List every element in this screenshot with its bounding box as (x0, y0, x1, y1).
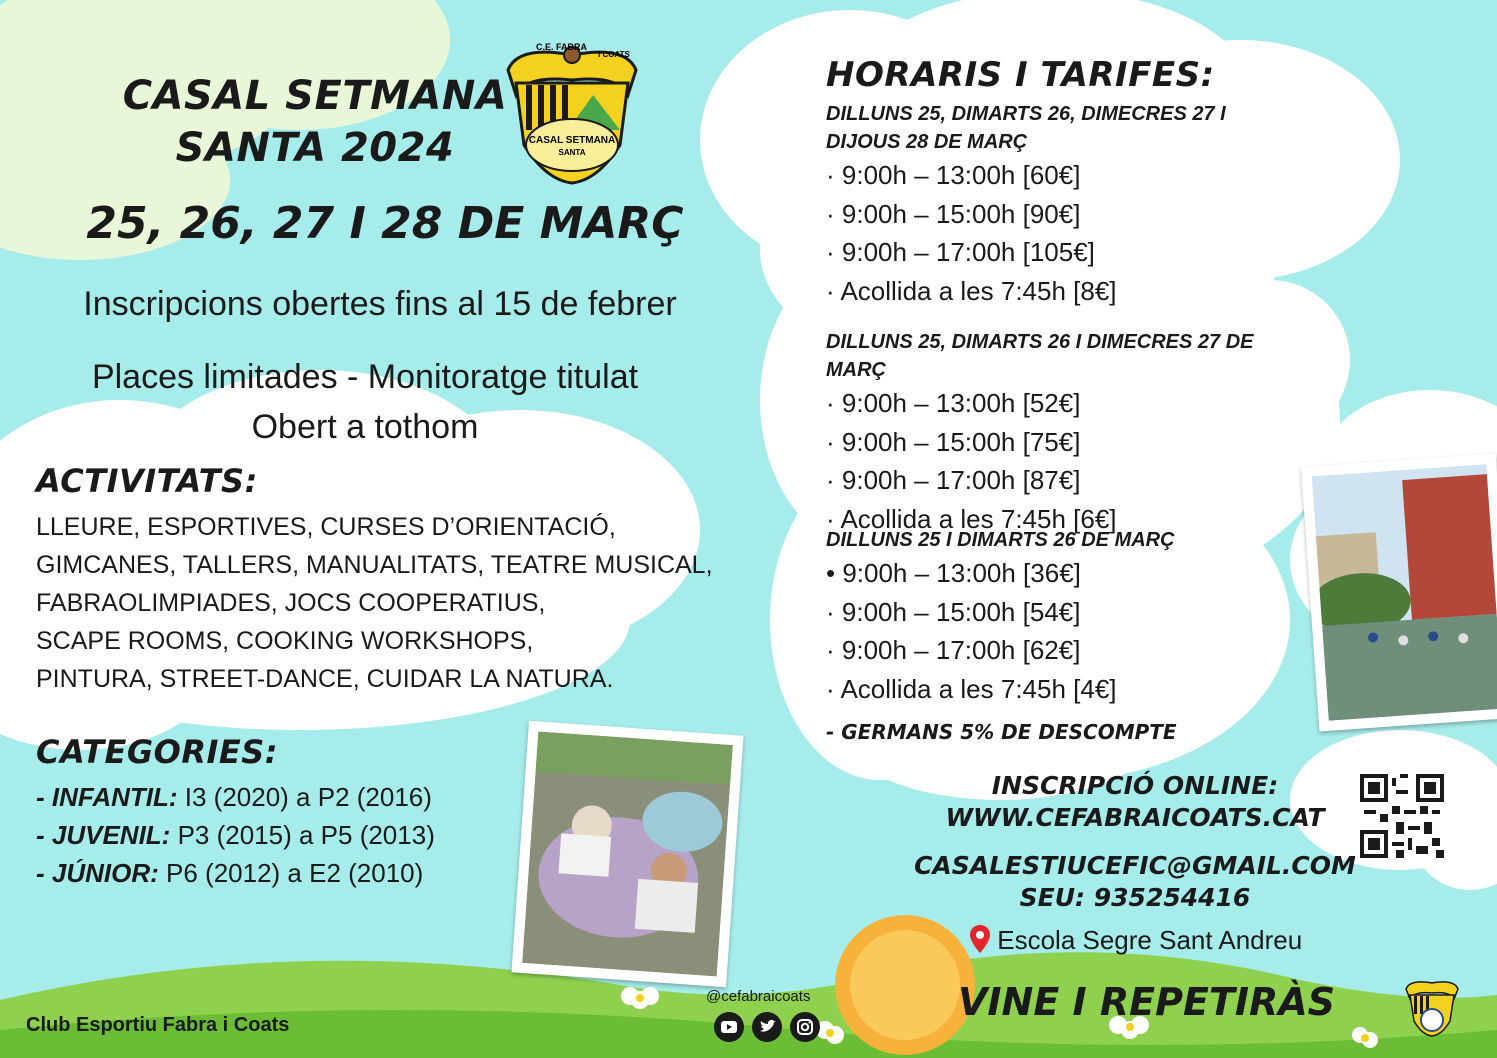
event-title (120, 70, 510, 174)
photo-playground (1301, 454, 1497, 732)
activities-line: FABRAOLIMPIADES, JOCS COOPERATIUS, (36, 589, 546, 617)
schedule-row: · 9:00h – 15:00h [90€] (826, 198, 1081, 229)
youtube-icon[interactable] (714, 1012, 744, 1042)
map-pin-icon (970, 925, 990, 953)
crest-text-top-left: C.E. FABRA (536, 42, 588, 52)
sun-illustration (835, 915, 975, 1055)
activities-line: SCAPE ROOMS, COOKING WORKSHOPS, (36, 627, 534, 655)
schedule-row: · 9:00h – 13:00h [52€] (826, 388, 1081, 418)
club-crest-logo (498, 35, 646, 185)
categories-heading: CATEGORIES: (36, 733, 279, 771)
schedule-days: DILLUNS 25 I DIMARTS 26 DE MARÇ (826, 529, 1175, 551)
activities-line: PINTURA, STREET-DANCE, CUIDAR LA NATURA. (36, 665, 614, 693)
categories-list (36, 778, 435, 892)
category-label: - INFANTIL: (36, 782, 178, 812)
schedule-row: · 9:00h – 15:00h [75€] (826, 426, 1081, 457)
category-label: - JÚNIOR: (36, 858, 159, 888)
places-line-2: Obert a tothom (251, 408, 479, 446)
schedule-row: · Acollida a les 7:45h [4€] (826, 673, 1117, 704)
category-range: P6 (2012) a E2 (2010) (166, 858, 424, 888)
schedule-row: · Acollida a les 7:45h [8€] (826, 275, 1117, 306)
event-dates: 25, 26, 27 I 28 DE MARÇ (86, 198, 684, 249)
category-item (36, 854, 435, 892)
schedule-block-1 (826, 100, 1246, 310)
crest-text-top-right: I COATS (598, 50, 630, 59)
location (970, 925, 1302, 956)
category-item (36, 778, 435, 816)
registration-deadline: Inscripcions obertes fins al 15 de febrer (83, 285, 677, 323)
crest-text-bottom-2: SANTA (558, 148, 586, 157)
qr-code[interactable] (1360, 774, 1444, 858)
crest-text-bottom-1: CASAL SETMANA (528, 135, 616, 146)
instagram-icon[interactable] (790, 1012, 820, 1042)
title-line-1: CASAL SETMANA (122, 73, 508, 119)
social-icons (714, 1012, 820, 1042)
schedule-row: · 9:00h – 13:00h [60€] (826, 160, 1081, 190)
sibling-discount: - GERMANS 5% DE DESCOMPTE (826, 720, 1177, 744)
schedule-days: DILLUNS 25, DIMARTS 26, DIMECRES 27 I (826, 103, 1226, 125)
schedule-row: • 9:00h – 13:00h [36€] (826, 558, 1081, 588)
schedule-row: · 9:00h – 17:00h [87€] (826, 465, 1081, 495)
contact-info (905, 850, 1365, 914)
places-line-1: Places limitades - Monitoratge titulat (91, 358, 639, 396)
schedule-block-2 (826, 328, 1306, 538)
schedule-days: DIJOUS 28 DE MARÇ (826, 131, 1028, 153)
schedule-row: · Acollida a les 7:45h [6€] (826, 503, 1117, 534)
online-label: INSCRIPCIÓ ONLINE: (991, 771, 1279, 800)
social-handle[interactable]: @cefabraicoats (706, 988, 811, 1005)
category-label: - JUVENIL: (36, 820, 171, 850)
title-line-2: SANTA 2024 (175, 125, 455, 171)
activities-line: GIMCANES, TALLERS, MANUALITATS, TEATRE MUSICAL, (36, 551, 713, 579)
category-range: I3 (2020) a P2 (2016) (184, 782, 432, 812)
schedule-row: · 9:00h – 15:00h [54€] (826, 596, 1081, 627)
club-crest-small-logo (1402, 975, 1462, 1037)
twitter-icon[interactable] (752, 1012, 782, 1042)
schedule-row: · 9:00h – 17:00h [105€] (826, 237, 1095, 267)
slogan: VINE I REPETIRÀS (958, 980, 1336, 1024)
schedule-block-3 (826, 526, 1246, 708)
online-registration (905, 770, 1365, 834)
email-link[interactable]: CASALESTIUCEFIC@GMAIL.COM (914, 851, 1356, 880)
schedule-days: DILLUNS 25, DIMARTS 26 I DIMECRES 27 DE MARÇ (826, 331, 1254, 381)
phone-number: SEU: 935254416 (1019, 883, 1251, 912)
schedule-row: · 9:00h – 17:00h [62€] (826, 635, 1081, 665)
activities-list (36, 508, 713, 698)
places-info (30, 352, 700, 452)
category-range: P3 (2015) a P5 (2013) (177, 820, 435, 850)
category-item (36, 816, 435, 854)
activities-line: LLEURE, ESPORTIVES, CURSES D’ORIENTACIÓ, (36, 513, 616, 541)
location-name: Escola Segre Sant Andreu (997, 925, 1303, 955)
activities-heading: ACTIVITATS: (36, 462, 258, 500)
schedule-heading: HORARIS I TARIFES: (826, 55, 1215, 95)
club-name: Club Esportiu Fabra i Coats (26, 1014, 290, 1036)
website-link[interactable]: WWW.CEFABRAICOATS.CAT (945, 803, 1325, 832)
photo-children-painting (511, 721, 743, 987)
